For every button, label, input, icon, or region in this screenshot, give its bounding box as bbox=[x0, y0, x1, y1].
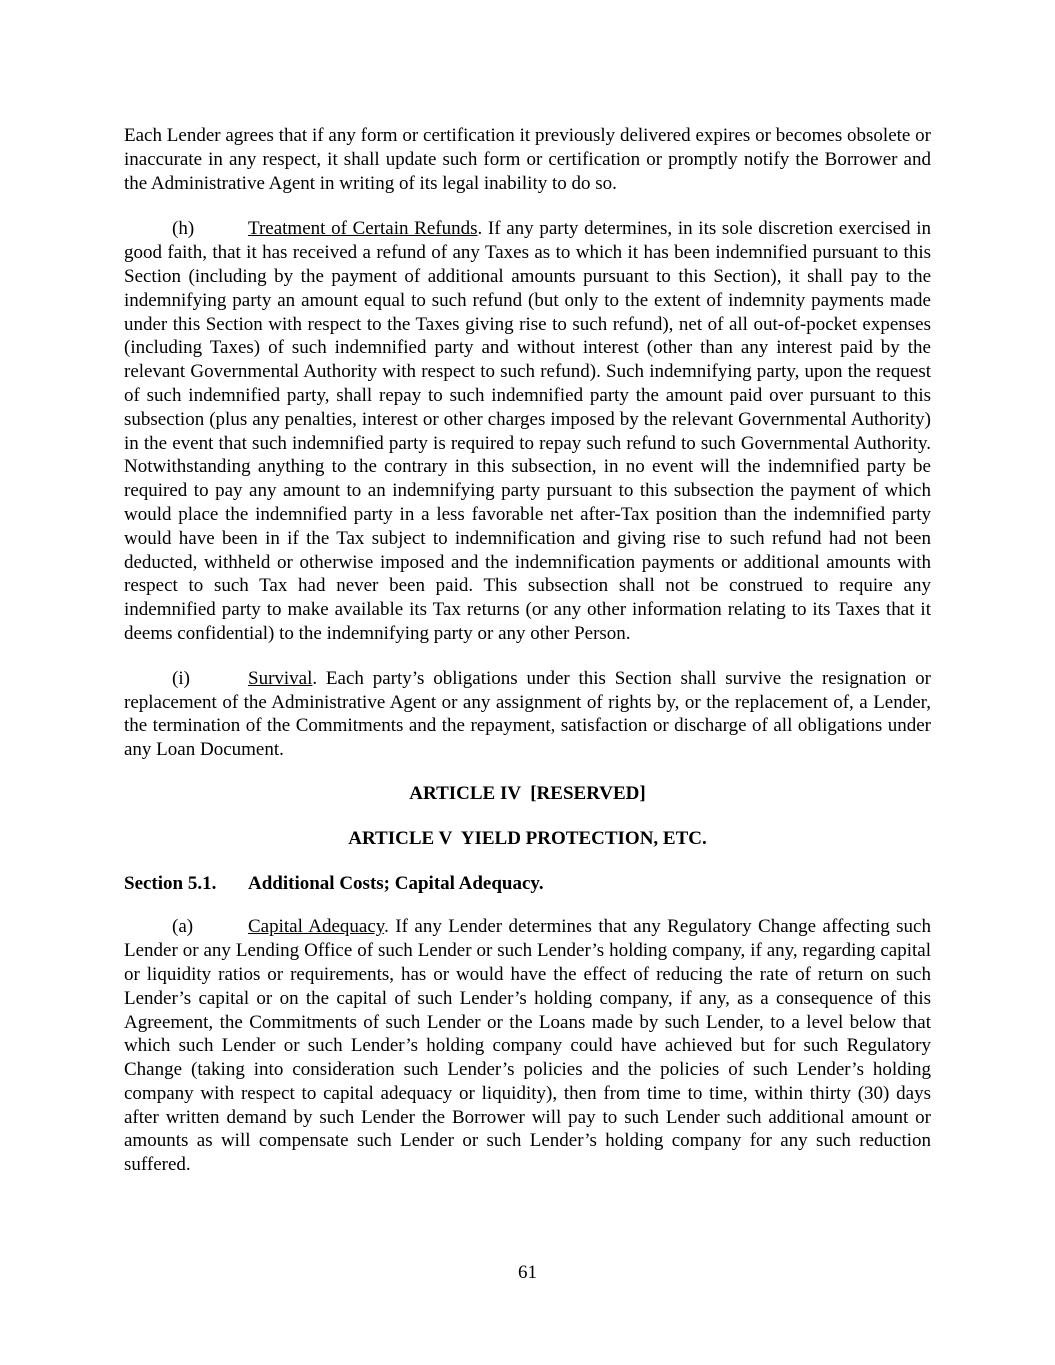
section-number: Section 5.1. bbox=[124, 872, 217, 894]
paragraph-heading: Survival bbox=[248, 667, 313, 689]
paragraph-label: (a) bbox=[172, 916, 194, 938]
paragraph-h bbox=[124, 217, 931, 645]
article-4-heading: ARTICLE IV [RESERVED] bbox=[409, 782, 646, 804]
section-title: Additional Costs; Capital Adequacy. bbox=[248, 872, 544, 894]
paragraph-i bbox=[124, 667, 931, 762]
article-5-heading: ARTICLE V YIELD PROTECTION, ETC. bbox=[348, 827, 707, 849]
page-number: 61 bbox=[518, 1262, 537, 1283]
paragraph-label: (i) bbox=[172, 667, 190, 689]
paragraph-text: . Each party’s obligations under this Section shall survive the resignation or replacement of the Administrative Agent or any assignment of rights by, or the replacement of, a Lender, the termination of the Commitments and the repayment, satisfaction or discharge of all obligations under any Loan Document. bbox=[124, 667, 931, 761]
continuation-paragraph: Each Lender agrees that if any form or certification it previously delivered expires or becomes obsolete or inaccurate in any respect, it shall update such form or certification or promptly notify the Borrower and the Administrative Agent in writing of its legal inability to do so. bbox=[124, 125, 931, 194]
section-5-1-heading bbox=[124, 872, 931, 896]
paragraph-heading: Capital Adequacy bbox=[248, 916, 385, 938]
paragraph-heading: Treatment of Certain Refunds bbox=[248, 218, 478, 240]
paragraph-a bbox=[124, 915, 931, 1177]
document-page bbox=[124, 124, 931, 1177]
paragraph-label: (h) bbox=[172, 218, 195, 240]
paragraph-text: . If any Lender determines that any Regulatory Change affecting such Lender or any Lending Office of such Lender or such Lender’s holding company, if any, regarding capital or liquidity ratios or requirements, has or would have the effect of reducing the rate of return on such Lender’s capital or on the capital of such Lender’s holding company, if any, as a consequence of this Agreement, the Commitments of such Lender or the Loans made by such Lender, to a level below that which such Lender or such Lender’s holding company could have achieved but for such Regulatory Change (taking into consideration such Lender’s policies and the policies of such Lender’s holding company with respect to capital adequacy or liquidity), then from time to time, within thirty (30) days after written demand by such Lender the Borrower will pay to such Lender such additional amount or amounts as will compensate such Lender or such Lender’s holding company for any such reduction suffered. bbox=[124, 916, 931, 1176]
paragraph-text: . If any party determines, in its sole discretion exercised in good faith, that it has received a refund of any Taxes as to which it has been indemnified pursuant to this Section (including by the payment of additional amounts pursuant to this Section), it shall pay to the indemnifying party an amount equal to such refund (but only to the extent of indemnity payments made under this Section with respect to the Taxes giving rise to such refund), net of all out-of-pocket expenses (including Taxes) of such indemnified party and without interest (other than any interest paid by the relevant Governmental Authority with respect to such refund). Such indemnifying party, upon the request of such indemnified party, shall repay to such indemnified party the amount paid over pursuant to this subsection (plus any penalties, interest or other charges imposed by the relevant Governmental Authority) in the event that such indemnified party is required to repay such refund to such Governmental Authority. Notwithstanding anything to the contrary in this subsection, in no event will the indemnified party be required to pay any amount to an indemnifying party pursuant to this subsection the payment of which would place the indemnified party in a less favorable net after-Tax position than the indemnified party would have been in if the Tax subject to indemnification and giving rise to such refund had not been deducted, withheld or otherwise imposed and the indemnification payments or additional amounts with respect to such Tax had never been paid. This subsection shall not be construed to require any indemnified party to make available its Tax returns (or any other information relating to its Taxes that it deems confidential) to the indemnifying party or any other Person. bbox=[124, 218, 931, 644]
